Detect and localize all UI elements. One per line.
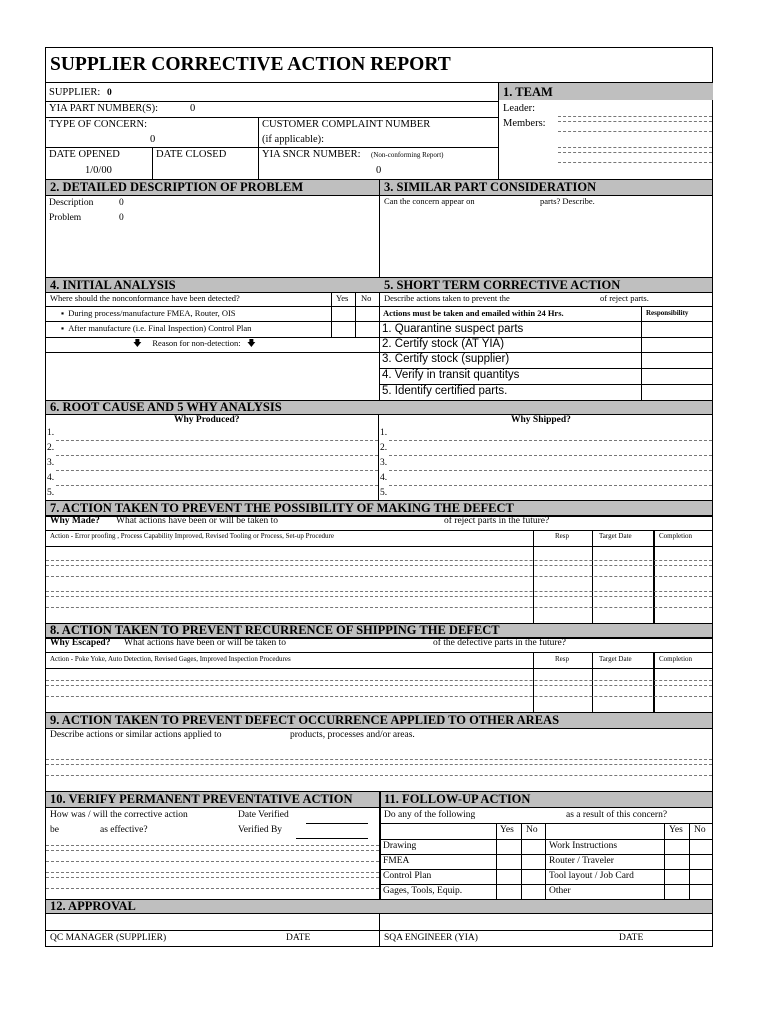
part-number-label: YIA PART NUMBER(S):	[49, 103, 159, 114]
complaint-label: CUSTOMER COMPLAINT NUMBER	[262, 119, 431, 130]
s6-shipped-1: 1.	[380, 428, 388, 438]
s11-question-b: as a result of this concern?	[566, 810, 668, 820]
s5-description-b: of reject parts.	[600, 293, 649, 303]
s8-completion-header: Completion	[659, 655, 693, 663]
s5-must-note: Actions must be taken and emailed within 24 Hrs.	[383, 308, 564, 318]
part-number-value: 0	[190, 103, 196, 114]
s8-question-a: What actions have been or will be taken to	[124, 638, 286, 648]
s6-heading: 6. ROOT CAUSE AND 5 WHY ANALYSIS	[50, 400, 282, 414]
team-members-label: Members:	[503, 118, 546, 129]
s11-left-item-4: Gages, Tools, Equip.	[383, 886, 463, 896]
concern-type-label: TYPE OF CONCERN:	[49, 119, 148, 130]
s9-heading: 9. ACTION TAKEN TO PREVENT DEFECT OCCURRENCE APPLIED TO OTHER AREAS	[50, 713, 560, 727]
s3-heading: 3. SIMILAR PART CONSIDERATION	[384, 180, 597, 194]
s6-shipped-5: 5.	[380, 488, 388, 498]
s7-heading: 7. ACTION TAKEN TO PREVENT THE POSSIBILITY OF MAKING THE DEFECT	[50, 501, 514, 515]
s5-item-4: 4. Verify in transit quantitys	[382, 369, 520, 381]
s12-sqa-engineer: SQA ENGINEER (YIA)	[384, 933, 478, 943]
s11-left-item-2: FMEA	[383, 856, 410, 866]
date-opened-value: 1/0/00	[85, 165, 112, 176]
s8-action-header: Action - Poke Yoke, Auto Detection, Revised Gages, Improved Inspection Procedures	[50, 655, 291, 663]
complaint-label-sub: (if applicable):	[262, 134, 325, 145]
s9-description-a: Describe actions or similar actions applied to	[50, 730, 222, 740]
s4-no-header: No	[361, 293, 372, 303]
s4-yes-header: Yes	[336, 293, 349, 303]
s7-question-b: of reject parts in the future?	[444, 516, 550, 526]
s10-question-a: How was / will the corrective action	[50, 810, 188, 820]
s6-produced-5: 5.	[47, 488, 55, 498]
s6-why-shipped: Why Shipped?	[511, 415, 571, 425]
s11-no-right: No	[694, 825, 706, 835]
s11-left-item-3: Control Plan	[383, 871, 432, 881]
s7-action-header: Action - Error proofing , Process Capability Improved, Revised Tooling or Process, Set-up Procedure	[50, 532, 334, 540]
s10-date-verified-label: Date Verified	[238, 810, 289, 820]
s8-question-b: of the defective parts in the future?	[433, 638, 566, 648]
s5-heading: 5. SHORT TERM CORRECTIVE ACTION	[384, 278, 621, 292]
sncr-note: (Non-conforming Report)	[371, 151, 444, 159]
s8-why-escaped: Why Escaped?	[50, 638, 111, 648]
s7-why-made: Why Made?	[50, 516, 100, 526]
s11-right-item-2: Router / Traveler	[549, 856, 614, 866]
supplier-label: SUPPLIER:	[49, 87, 101, 98]
s5-item-2: 2. Certify stock (AT YIA)	[382, 338, 505, 350]
s3-question-b: parts? Describe.	[540, 196, 595, 206]
s2-problem-value: 0	[119, 213, 124, 223]
s10-question-b1: be	[50, 825, 59, 835]
sncr-label: YIA SNCR NUMBER:	[262, 149, 361, 160]
s11-question-a: Do any of the following	[384, 810, 476, 820]
s12-qc-manager: QC MANAGER (SUPPLIER)	[50, 933, 167, 943]
s5-responsibility-header: Responsibility	[646, 309, 689, 317]
sncr-value: 0	[376, 165, 382, 176]
s11-left-item-1: Drawing	[383, 841, 417, 851]
s12-date-1: DATE	[286, 933, 311, 943]
s3-question-a: Can the concern appear on	[384, 196, 475, 206]
page-title: SUPPLIER CORRECTIVE ACTION REPORT	[50, 54, 451, 75]
s7-completion-header: Completion	[659, 532, 693, 540]
s6-why-produced: Why Produced?	[174, 415, 240, 425]
s11-right-item-1: Work Instructions	[549, 841, 618, 851]
s8-heading: 8. ACTION TAKEN TO PREVENT RECURRENCE OF SHIPPING THE DEFECT	[50, 623, 500, 637]
s9-description-b: products, processes and/or areas.	[290, 730, 415, 740]
team-heading: 1. TEAM	[503, 85, 553, 99]
s11-heading: 11. FOLLOW-UP ACTION	[384, 792, 531, 806]
s5-item-5: 5. Identify certified parts.	[382, 385, 508, 397]
s6-shipped-3: 3.	[380, 458, 388, 468]
s10-heading: 10. VERIFY PERMANENT PREVENTATIVE ACTION	[50, 792, 353, 806]
s2-description-value: 0	[119, 198, 124, 208]
s4-heading: 4. INITIAL ANALYSIS	[50, 278, 176, 292]
s5-item-3: 3. Certify stock (supplier)	[382, 353, 510, 365]
s4-question: Where should the nonconformance have been detected?	[50, 293, 240, 303]
s6-produced-3: 3.	[47, 458, 55, 468]
s4-reason-label: 🡇 Reason for non-detection: 🡇	[133, 338, 256, 348]
s6-shipped-4: 4.	[380, 473, 388, 483]
s6-produced-4: 4.	[47, 473, 55, 483]
supplier-value: 0	[107, 88, 112, 98]
s6-produced-1: 1.	[47, 428, 55, 438]
s11-right-item-3: Tool layout / Job Card	[549, 871, 634, 881]
concern-type-value: 0	[150, 134, 156, 145]
date-closed-label: DATE CLOSED	[156, 149, 227, 160]
s11-yes-right: Yes	[669, 825, 683, 835]
s4-item-during: ▪ During process/manufacture FMEA, Router, OIS	[61, 308, 236, 318]
s7-resp-header: Resp	[555, 532, 569, 540]
team-leader-label: Leader:	[503, 103, 536, 114]
s6-produced-2: 2.	[47, 443, 55, 453]
s10-question-b2: as effective?	[100, 825, 148, 835]
s12-date-2: DATE	[619, 933, 644, 943]
s7-target-header: Target Date	[599, 532, 632, 540]
s11-right-item-4: Other	[549, 886, 571, 896]
s4-item-after: ▪ After manufacture (i.e. Final Inspection) Control Plan	[61, 323, 252, 333]
s5-item-1: 1. Quarantine suspect parts	[382, 323, 524, 335]
s7-question-a: What actions have been or will be taken to	[116, 516, 278, 526]
s6-shipped-2: 2.	[380, 443, 388, 453]
s11-yes-left: Yes	[500, 825, 514, 835]
s2-description-label: Description	[49, 198, 94, 208]
s10-verified-by-label: Verified By	[238, 825, 283, 835]
s2-heading: 2. DETAILED DESCRIPTION OF PROBLEM	[50, 180, 304, 194]
s8-target-header: Target Date	[599, 655, 632, 663]
date-opened-label: DATE OPENED	[49, 149, 120, 160]
s5-description-a: Describe actions taken to prevent the	[384, 293, 510, 303]
s11-no-left: No	[526, 825, 538, 835]
s12-heading: 12. APPROVAL	[50, 899, 136, 913]
s8-resp-header: Resp	[555, 655, 569, 663]
s2-problem-label: Problem	[49, 213, 82, 223]
